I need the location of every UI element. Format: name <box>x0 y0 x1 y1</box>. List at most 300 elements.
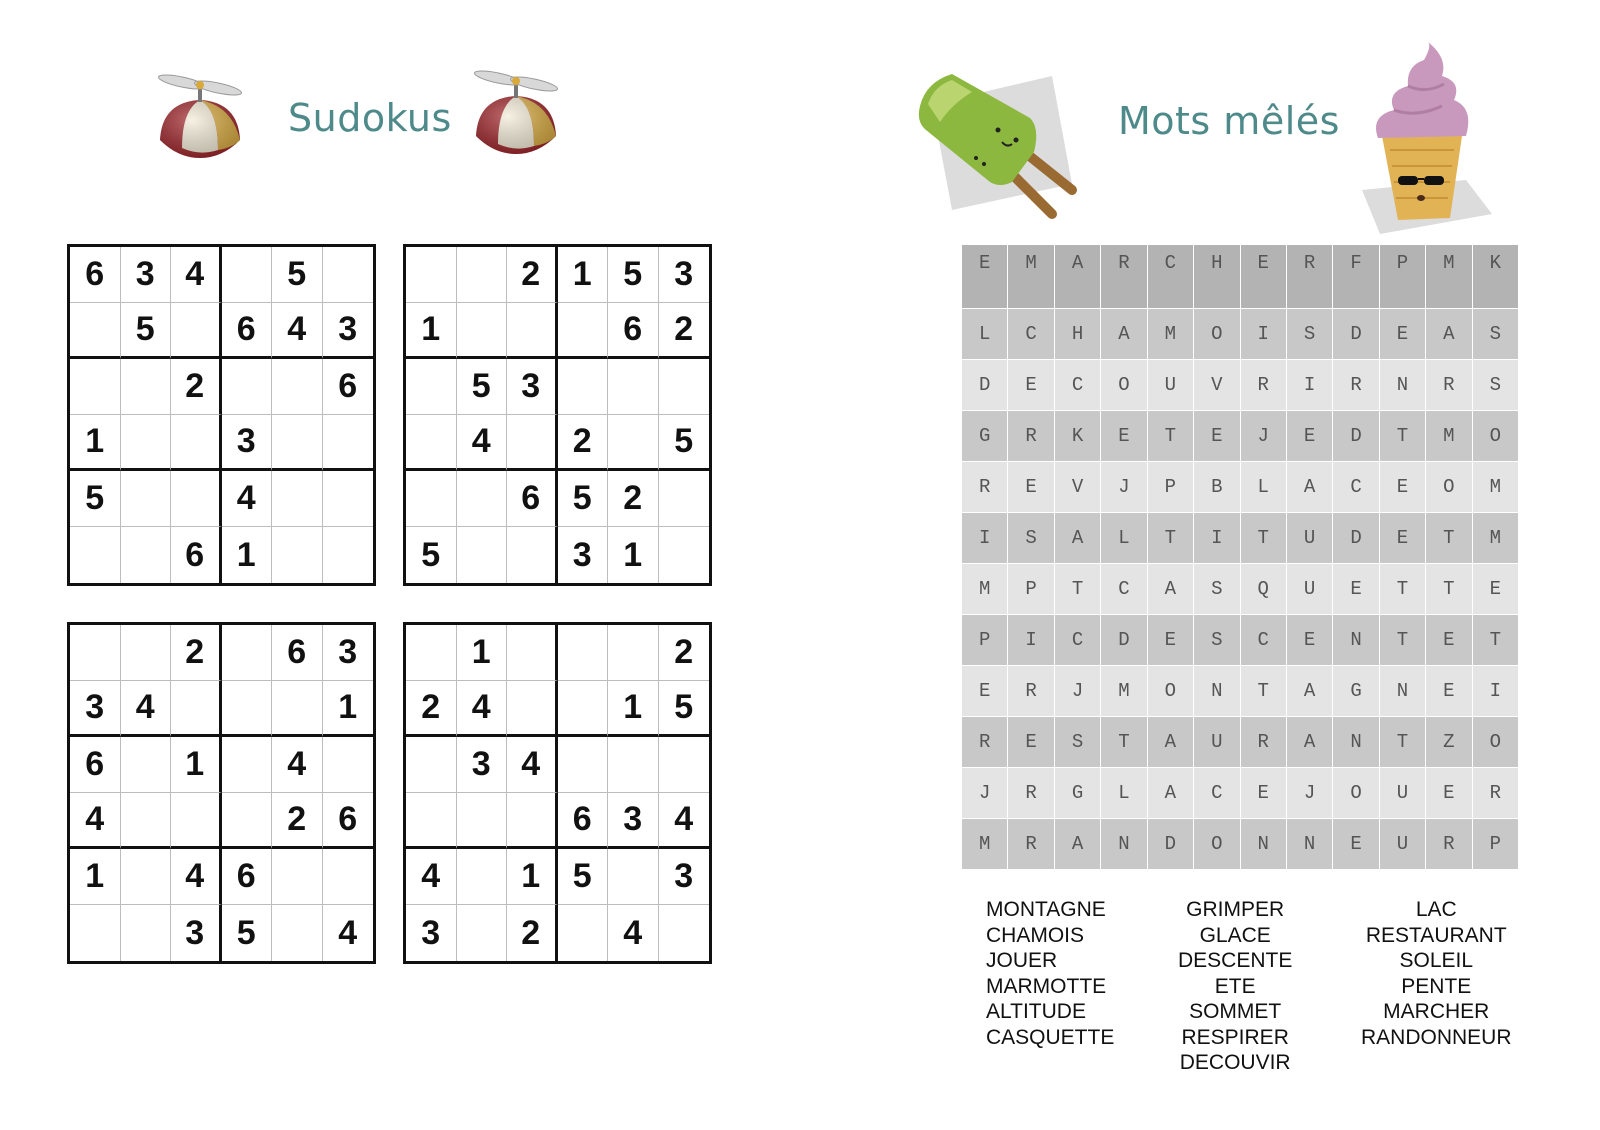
wordsearch-cell: S <box>1055 717 1100 767</box>
wordsearch-cell: S <box>1194 564 1239 614</box>
sudoku-cell <box>323 849 374 905</box>
sudoku-cell: 3 <box>406 905 457 961</box>
wordsearch-cell: R <box>1008 411 1053 461</box>
sudoku-cell: 5 <box>70 471 121 527</box>
wordsearch-cell: N <box>1241 819 1286 869</box>
sudoku-cell: 1 <box>222 527 273 583</box>
sudoku-cell: 5 <box>406 527 457 583</box>
sudoku-cell: 2 <box>507 905 558 961</box>
wordsearch-cell: I <box>1241 309 1286 359</box>
sudoku-cell <box>608 849 659 905</box>
wordsearch-cell: A <box>1287 717 1332 767</box>
sudoku-cell: 1 <box>323 681 374 737</box>
wordsearch-cell: M <box>1008 245 1053 308</box>
wordsearch-cell: D <box>1333 513 1378 563</box>
wordsearch-cell: H <box>1194 245 1239 308</box>
sudoku-cell <box>272 527 323 583</box>
sudoku-cell: 5 <box>558 849 609 905</box>
wordsearch-cell: U <box>1287 564 1332 614</box>
sudoku-cell: 6 <box>171 527 222 583</box>
wordsearch-cell: E <box>1148 615 1193 665</box>
wordsearch-cell: J <box>1101 462 1146 512</box>
wordsearch-cell: J <box>1241 411 1286 461</box>
wordsearch-cell: U <box>1287 513 1332 563</box>
sudoku-cell <box>70 527 121 583</box>
wordsearch-cell: D <box>962 360 1007 410</box>
wordsearch-cell: C <box>1055 615 1100 665</box>
sudoku-cell <box>659 359 710 415</box>
sudoku-cell <box>222 247 273 303</box>
wordsearch-cell: R <box>1426 360 1471 410</box>
sudoku-cell <box>659 527 710 583</box>
sudoku-cell <box>507 527 558 583</box>
wordsearch-cell: E <box>1380 462 1425 512</box>
sudoku-cell: 2 <box>558 415 609 471</box>
word-list-item: MARMOTTE <box>986 974 1107 998</box>
wordsearch-cell: I <box>1473 666 1518 716</box>
wordsearch-cell: P <box>1380 245 1425 308</box>
sudoku-cell <box>659 737 710 793</box>
sudoku-cell <box>272 681 323 737</box>
sudoku-cell: 1 <box>558 247 609 303</box>
sudoku-cell <box>121 415 172 471</box>
wordsearch-cell: R <box>1008 768 1053 818</box>
wordsearch-grid <box>962 245 1518 869</box>
sudoku-cell <box>457 527 508 583</box>
wordsearch-cell: L <box>962 309 1007 359</box>
wordsearch-cell: T <box>1101 717 1146 767</box>
sudoku-cell: 1 <box>457 625 508 681</box>
sudoku-cell: 5 <box>222 905 273 961</box>
sudoku-cell: 4 <box>171 849 222 905</box>
wordsearch-cell: F <box>1333 245 1378 308</box>
word-list-item: RANDONNEUR <box>1361 1025 1512 1049</box>
wordsearch-cell: R <box>1008 819 1053 869</box>
wordsearch-cell: C <box>1194 768 1239 818</box>
wordsearch-cell: I <box>962 513 1007 563</box>
sudoku-cell <box>121 905 172 961</box>
wordsearch-cell: Z <box>1426 717 1471 767</box>
sudoku-cell: 5 <box>558 471 609 527</box>
sudoku-cell: 5 <box>457 359 508 415</box>
sudoku-cell <box>222 793 273 849</box>
word-list-column <box>986 897 1114 1050</box>
wordsearch-cell: E <box>1287 615 1332 665</box>
sudoku-cell: 5 <box>659 681 710 737</box>
sudoku-cell: 3 <box>70 681 121 737</box>
sudoku-cell <box>222 737 273 793</box>
wordsearch-cell: B <box>1194 462 1239 512</box>
sudoku-cell <box>121 527 172 583</box>
sudoku-cell: 4 <box>272 737 323 793</box>
wordsearch-cell: A <box>1287 462 1332 512</box>
wordsearch-cell: M <box>1473 513 1518 563</box>
wordsearch-cell: E <box>1473 564 1518 614</box>
sudoku-cell <box>608 415 659 471</box>
sudoku-grid <box>67 622 376 964</box>
word-list-item: GRIMPER <box>1186 898 1285 921</box>
wordsearch-cell: I <box>1194 513 1239 563</box>
sudoku-cell <box>171 681 222 737</box>
sudoku-cell <box>171 471 222 527</box>
word-list-item: JOUER <box>986 949 1058 972</box>
sudoku-grid <box>403 622 712 964</box>
sudoku-cell <box>406 793 457 849</box>
wordsearch-cell: G <box>1055 768 1100 818</box>
sudoku-cell <box>507 625 558 681</box>
sudoku-cell: 4 <box>338 913 358 952</box>
wordsearch-cell: M <box>1426 411 1471 461</box>
wordsearch-cell: P <box>1148 462 1193 512</box>
wordsearch-cell: R <box>962 462 1007 512</box>
wordsearch-cell: T <box>1380 717 1425 767</box>
wordsearch-cell: A <box>1055 245 1100 308</box>
wordsearch-cell: S <box>1473 309 1518 359</box>
wordsearch-cell: T <box>1380 411 1425 461</box>
sudoku-cell: 6 <box>323 359 374 415</box>
wordsearch-cell: E <box>1008 462 1053 512</box>
sudoku-cell: 4 <box>406 849 457 905</box>
sudokus-title: Sudokus <box>288 96 452 140</box>
wordsearch-cell: M <box>1473 462 1518 512</box>
wordsearch-cell: A <box>1148 564 1193 614</box>
sudoku-cell: 2 <box>171 359 222 415</box>
word-list-item: MONTAGNE <box>986 898 1106 921</box>
wordsearch-cell: A <box>1055 819 1100 869</box>
sudoku-cell <box>171 793 222 849</box>
wordsearch-cell: P <box>962 615 1007 665</box>
sudoku-cell <box>406 737 457 793</box>
sudoku-cell: 6 <box>608 303 659 359</box>
wordsearch-cell: E <box>962 245 1007 308</box>
sudoku-cell <box>222 625 273 681</box>
sudoku-cell <box>558 905 609 961</box>
sudoku-cell <box>507 681 558 737</box>
wordsearch-cell: N <box>1194 666 1239 716</box>
sudoku-cell: 4 <box>272 303 323 359</box>
wordsearch-cell: U <box>1380 768 1425 818</box>
wordsearch-cell: R <box>1241 717 1286 767</box>
sudoku-cell: 5 <box>608 247 659 303</box>
sudoku-cell <box>272 359 323 415</box>
wordsearch-cell: O <box>1473 717 1518 767</box>
wordsearch-cell: N <box>1380 360 1425 410</box>
wordsearch-cell: D <box>1333 411 1378 461</box>
sudoku-cell <box>171 303 222 359</box>
wordsearch-cell: T <box>1380 564 1425 614</box>
wordsearch-cell: N <box>1380 666 1425 716</box>
wordsearch-cell: J <box>1055 666 1100 716</box>
wordsearch-cell: U <box>1148 360 1193 410</box>
sudoku-cell <box>272 849 323 905</box>
sudoku-cell: 6 <box>272 625 323 681</box>
wordsearch-cell: O <box>1148 666 1193 716</box>
word-list-item: PENTE <box>1401 974 1472 998</box>
sudoku-cell <box>222 359 273 415</box>
sudoku-cell <box>507 793 558 849</box>
wordsearch-cell: G <box>1333 666 1378 716</box>
sudoku-cell <box>457 905 508 961</box>
wordsearch-cell: A <box>1287 666 1332 716</box>
word-list-item: ALTITUDE <box>986 1000 1086 1023</box>
wordsearch-cell: A <box>1101 309 1146 359</box>
wordsearch-cell: K <box>1473 245 1518 308</box>
sudoku-cell: 6 <box>323 793 374 849</box>
sudoku-cell: 1 <box>608 681 659 737</box>
wordsearch-cell: A <box>1055 513 1100 563</box>
sudoku-cell: 1 <box>70 849 121 905</box>
wordsearch-cell: N <box>1333 615 1378 665</box>
word-list-item: DESCENTE <box>1178 949 1293 972</box>
sudoku-cell: 6 <box>70 247 121 303</box>
wordsearch-cell: R <box>1426 819 1471 869</box>
sudoku-cell <box>507 303 558 359</box>
wordsearch-cell: N <box>1101 819 1146 869</box>
sudoku-cell <box>323 247 374 303</box>
wordsearch-cell: M <box>1426 245 1471 308</box>
wordsearch-cell: M <box>1148 309 1193 359</box>
sudoku-cell <box>558 737 609 793</box>
ice-cream-cone-icon <box>1350 40 1500 240</box>
wordsearch-cell: C <box>1333 462 1378 512</box>
wordsearch-cell: J <box>962 768 1007 818</box>
wordsearch-cell: N <box>1333 717 1378 767</box>
wordsearch-cell: L <box>1101 768 1146 818</box>
sudoku-cell: 1 <box>70 415 121 471</box>
wordsearch-cell: E <box>962 666 1007 716</box>
wordsearch-title: Mots mêlés <box>1118 99 1340 143</box>
sudoku-cell: 4 <box>457 681 508 737</box>
sudoku-cell <box>406 247 457 303</box>
wordsearch-cell: E <box>1241 768 1286 818</box>
wordsearch-cell: E <box>1101 411 1146 461</box>
sudoku-cell <box>608 359 659 415</box>
sudoku-cell: 3 <box>659 849 710 905</box>
wordsearch-cell: R <box>1287 245 1332 308</box>
sudoku-cell <box>121 737 172 793</box>
sudoku-cell: 1 <box>406 303 457 359</box>
sudoku-cell: 4 <box>608 905 659 961</box>
sudoku-cell: 3 <box>507 359 558 415</box>
wordsearch-cell: A <box>1148 768 1193 818</box>
sudoku-grid <box>67 244 376 586</box>
sudoku-cell: 3 <box>171 905 222 961</box>
wordsearch-cell: V <box>1055 462 1100 512</box>
sudoku-cell: 2 <box>659 625 710 681</box>
sudoku-cell <box>659 471 710 527</box>
sudoku-cell: 3 <box>323 303 374 359</box>
wordsearch-cell: E <box>1426 768 1471 818</box>
sudoku-cell: 3 <box>558 527 609 583</box>
wordsearch-cell: T <box>1380 615 1425 665</box>
wordsearch-cell: J <box>1287 768 1332 818</box>
sudoku-cell: 5 <box>659 415 710 471</box>
word-list-item: CASQUETTE <box>986 1025 1115 1049</box>
sudoku-cell <box>70 359 121 415</box>
sudoku-cell <box>70 303 121 359</box>
sudoku-cell <box>121 471 172 527</box>
wordsearch-cell: E <box>1426 615 1471 665</box>
wordsearch-cell: V <box>1194 360 1239 410</box>
wordsearch-cell: A <box>1426 309 1471 359</box>
sudoku-cell <box>457 793 508 849</box>
sudoku-cell <box>608 737 659 793</box>
word-list-item: ETE <box>1214 974 1256 998</box>
sudoku-cell: 2 <box>507 247 558 303</box>
wordsearch-cell: U <box>1194 717 1239 767</box>
sudoku-cell <box>558 625 609 681</box>
wordsearch-cell: E <box>1333 819 1378 869</box>
sudoku-cell <box>70 905 121 961</box>
sudoku-cell <box>272 415 323 471</box>
word-list-item: GLACE <box>1199 923 1271 947</box>
sudoku-cell <box>222 681 273 737</box>
sudoku-cell <box>406 625 457 681</box>
sudoku-cell: 5 <box>272 247 323 303</box>
wordsearch-cell: D <box>1148 819 1193 869</box>
sudoku-cell <box>558 359 609 415</box>
wordsearch-cell: U <box>1380 819 1425 869</box>
sudoku-cell: 6 <box>558 793 609 849</box>
sudoku-cell: 3 <box>222 415 273 471</box>
sudoku-cell <box>323 415 374 471</box>
wordsearch-cell: H <box>1055 309 1100 359</box>
word-list-item: MARCHER <box>1383 1000 1490 1023</box>
word-list-column <box>1361 897 1512 1050</box>
wordsearch-cell: T <box>1426 564 1471 614</box>
wordsearch-cell: T <box>1473 615 1518 665</box>
wordsearch-cell: E <box>1380 309 1425 359</box>
sudoku-cell: 3 <box>121 247 172 303</box>
wordsearch-cell: G <box>962 411 1007 461</box>
sudoku-cell <box>121 849 172 905</box>
sudoku-cell <box>457 303 508 359</box>
wordsearch-cell: D <box>1101 615 1146 665</box>
wordsearch-cell: T <box>1148 411 1193 461</box>
sudoku-cell: 4 <box>121 681 172 737</box>
sudoku-cell <box>406 359 457 415</box>
sudoku-cell <box>272 905 323 961</box>
wordsearch-cell: R <box>1101 245 1146 308</box>
wordsearch-cell: I <box>1008 615 1053 665</box>
propeller-cap-icon <box>468 66 564 162</box>
wordsearch-cell: M <box>1101 666 1146 716</box>
wordsearch-cell: C <box>1148 245 1193 308</box>
sudoku-cell <box>272 471 323 527</box>
word-list-item: SOLEIL <box>1399 949 1474 972</box>
word-list-item: SOMMET <box>1189 1000 1282 1023</box>
wordsearch-cell: O <box>1426 462 1471 512</box>
sudoku-cell: 4 <box>457 415 508 471</box>
wordsearch-cell: M <box>962 819 1007 869</box>
popsicle-icon <box>912 64 1082 219</box>
wordsearch-cell: E <box>1287 411 1332 461</box>
sudoku-cell <box>457 247 508 303</box>
wordsearch-cell: Q <box>1241 564 1286 614</box>
sudoku-cell <box>406 415 457 471</box>
wordsearch-cell: A <box>1148 717 1193 767</box>
sudoku-cell <box>323 737 374 793</box>
wordsearch-cell: P <box>1008 564 1053 614</box>
sudoku-cell <box>171 415 222 471</box>
wordsearch-cell: I <box>1287 360 1332 410</box>
wordsearch-cell: T <box>1148 513 1193 563</box>
wordsearch-cell: N <box>1287 819 1332 869</box>
wordsearch-cell: E <box>1333 564 1378 614</box>
wordsearch-cell: K <box>1055 411 1100 461</box>
sudoku-cell: 1 <box>608 527 659 583</box>
sudoku-cell: 1 <box>171 737 222 793</box>
sudoku-cell: 6 <box>222 303 273 359</box>
sudoku-cell: 6 <box>222 849 273 905</box>
wordsearch-cell: S <box>1194 615 1239 665</box>
word-list-item: LAC <box>1415 898 1457 921</box>
sudoku-cell <box>121 625 172 681</box>
sudoku-cell: 3 <box>659 247 710 303</box>
wordsearch-cell: E <box>1426 666 1471 716</box>
wordsearch-cell: O <box>1101 360 1146 410</box>
wordsearch-cell: D <box>1333 309 1378 359</box>
word-list-item: CHAMOIS <box>986 923 1085 947</box>
sudoku-cell: 2 <box>659 303 710 359</box>
word-list-item: DECOUVIR <box>1179 1051 1291 1074</box>
wordsearch-cell: P <box>1473 819 1518 869</box>
sudoku-cell: 5 <box>121 303 172 359</box>
sudoku-cell: 4 <box>659 793 710 849</box>
word-list-item: RESTAURANT <box>1365 923 1507 947</box>
sudoku-cell: 2 <box>171 625 222 681</box>
sudoku-cell <box>323 527 374 583</box>
wordsearch-cell: E <box>1380 513 1425 563</box>
sudoku-cell <box>323 471 374 527</box>
wordsearch-cell: S <box>1287 309 1332 359</box>
wordsearch-cell: S <box>1008 513 1053 563</box>
sudoku-cell <box>457 471 508 527</box>
sudoku-cell <box>558 681 609 737</box>
sudoku-cell: 1 <box>507 849 558 905</box>
wordsearch-cell: C <box>1008 309 1053 359</box>
wordsearch-cell: R <box>1333 360 1378 410</box>
sudoku-cell: 3 <box>608 793 659 849</box>
sudoku-cell <box>659 905 710 961</box>
word-list-item: RESPIRER <box>1181 1025 1289 1049</box>
sudoku-cell <box>406 471 457 527</box>
sudoku-cell: 3 <box>457 737 508 793</box>
wordsearch-cell: T <box>1241 666 1286 716</box>
sudoku-cell <box>507 415 558 471</box>
wordsearch-cell: R <box>1241 360 1286 410</box>
sudoku-grid <box>403 244 712 586</box>
wordsearch-cell: O <box>1473 411 1518 461</box>
wordsearch-cell: E <box>1008 717 1053 767</box>
word-list-column <box>1178 897 1292 1076</box>
sudoku-cell <box>121 793 172 849</box>
wordsearch-cell: R <box>962 717 1007 767</box>
sudoku-cell: 2 <box>272 793 323 849</box>
sudoku-cell <box>608 625 659 681</box>
wordsearch-cell: T <box>1426 513 1471 563</box>
sudoku-cell: 4 <box>222 471 273 527</box>
wordsearch-cell: C <box>1101 564 1146 614</box>
wordsearch-cell: C <box>1055 360 1100 410</box>
wordsearch-cell: E <box>1241 245 1286 308</box>
sudoku-cell: 2 <box>608 471 659 527</box>
sudoku-cell: 4 <box>507 737 558 793</box>
sudoku-cell: 3 <box>323 625 374 681</box>
wordsearch-cell: L <box>1101 513 1146 563</box>
wordsearch-cell: E <box>1008 360 1053 410</box>
sudoku-cell <box>121 359 172 415</box>
